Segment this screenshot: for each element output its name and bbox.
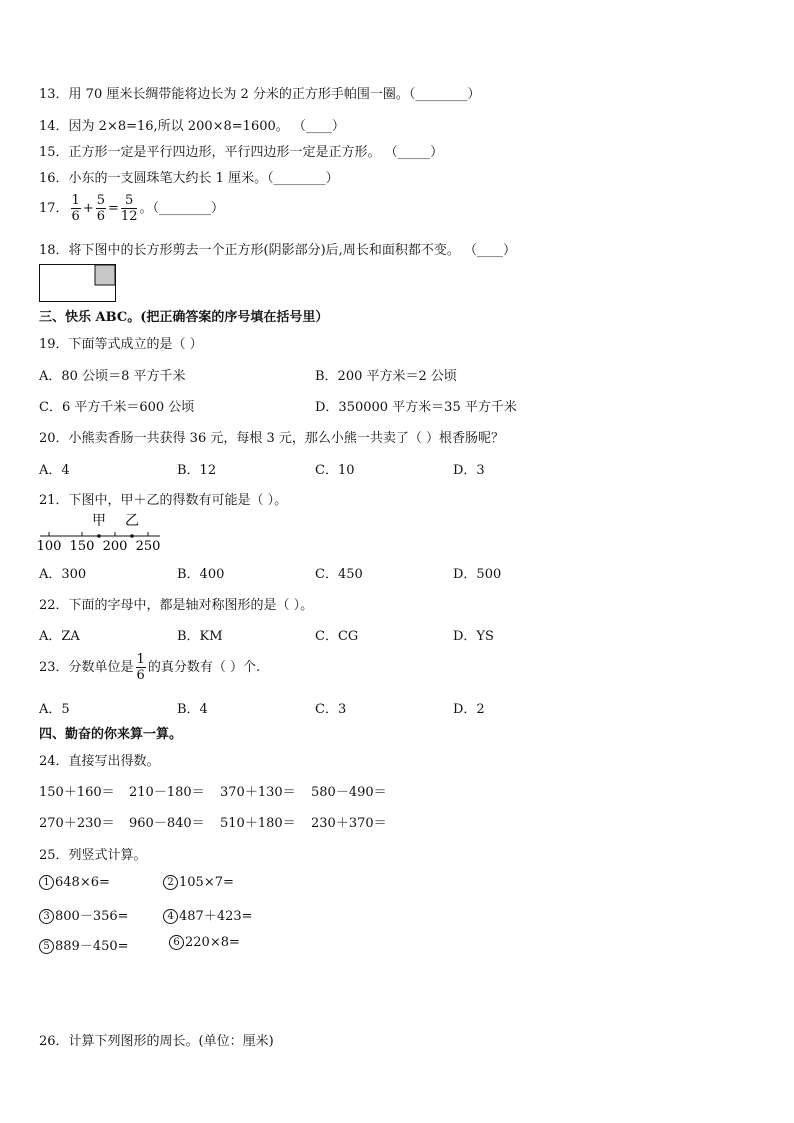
- calc-item: 230＋370＝: [311, 816, 387, 831]
- question-23: [39, 652, 260, 683]
- q17-prefix: 17．: [39, 201, 69, 216]
- question-19: 19．下面等式成立的是（ ）: [39, 337, 203, 352]
- circled-number: 3: [39, 909, 54, 924]
- q21-option-b: B．400: [177, 567, 225, 582]
- q22-option-b: B．KM: [177, 629, 223, 644]
- circled-number: 5: [39, 939, 54, 954]
- q22-option-c: C．CG: [315, 629, 359, 644]
- calc-item: 270＋230＝: [39, 816, 115, 831]
- q23-option-c: C．3: [315, 702, 347, 717]
- vertical-calc-item: 5 889－450=: [39, 935, 129, 954]
- question-20: 20．小熊卖香肠一共获得 36 元，每根 3 元，那么小熊一共卖了（ ）根香肠呢？: [39, 431, 505, 446]
- question-21: 21．下图中，甲＋乙的得数有可能是（ ）。: [39, 493, 288, 508]
- vertical-calc-item: 4 487＋423=: [163, 905, 253, 924]
- vertical-calc-item: 3 800－356=: [39, 905, 129, 924]
- question-26: 26．计算下列图形的周长。(单位：厘米): [39, 1034, 274, 1049]
- q20-option-d: D．3: [453, 463, 485, 478]
- label-yi: 乙: [125, 513, 139, 529]
- fraction-5-12: $\frac{5}{12}$: [120, 193, 138, 224]
- calc-item: 150＋160＝: [39, 785, 115, 800]
- plus-sign: +: [82, 201, 94, 216]
- section-4-title: 四、勤奋的你来算一算。: [39, 727, 183, 742]
- question-16: 16．小东的一支圆珠笔大约长 1 厘米。（________）: [39, 171, 339, 186]
- question-15: 15．正方形一定是平行四边形，平行四边形一定是正方形。 （_____）: [39, 145, 444, 160]
- fraction-5-6: $\frac{5}{6}$: [96, 193, 106, 224]
- q21-option-a: A．300: [39, 567, 87, 582]
- q23-stem-before: 23．分数单位是: [39, 660, 134, 675]
- q23-option-b: B．4: [177, 702, 208, 717]
- vertical-calc-item: 1 648×6=: [39, 875, 110, 890]
- q19-option-b: B．200 平方米＝2 公顷: [315, 369, 457, 384]
- calc-item: 510＋180＝: [220, 816, 296, 831]
- calc-item: 370＋130＝: [220, 785, 296, 800]
- calc-item: 210－180＝: [129, 785, 205, 800]
- fraction-1-6: $\frac{1}{6}$: [71, 193, 80, 224]
- calc-item: 960－840＝: [129, 816, 205, 831]
- q20-option-a: A．4: [39, 463, 70, 478]
- q19-option-c: C．6 平方千米＝600 公顷: [39, 400, 195, 415]
- circled-number: 1: [39, 875, 54, 890]
- vertical-calc-item: 6 220×8=: [169, 935, 240, 950]
- tick-label-100: 100: [36, 539, 62, 554]
- rectangle-figure: [39, 264, 117, 304]
- circled-number: 4: [163, 909, 178, 924]
- vertical-calc-item: 2 105×7=: [163, 875, 234, 890]
- number-line: [36, 510, 166, 554]
- section-3-title: 三、快乐 ABC。(把正确答案的序号填在括号里）: [39, 310, 329, 325]
- question-24: 24．直接写出得数。: [39, 754, 160, 769]
- point-yi: [130, 534, 134, 538]
- circled-number: 2: [163, 875, 178, 890]
- q23-option-a: A．5: [39, 702, 70, 717]
- q21-option-d: D．500: [453, 567, 502, 582]
- shaded-square: [95, 265, 115, 285]
- fraction-1-6: $\frac{1}{6}$: [136, 652, 145, 683]
- question-14: 14．因为 2×8=16,所以 200×8=1600。 （____）: [39, 119, 345, 134]
- q17-suffix: 。（________）: [139, 201, 224, 216]
- q19-option-a: A．80 公顷＝8 平方千米: [39, 369, 186, 384]
- q20-option-b: B．12: [177, 463, 217, 478]
- question-25: 25．列竖式计算。: [39, 848, 147, 863]
- tick-label-150: 150: [69, 539, 95, 554]
- q21-option-c: C．450: [315, 567, 363, 582]
- q23-option-d: D．2: [453, 702, 485, 717]
- calc-item: 580－490＝: [311, 785, 387, 800]
- question-13: 13．用 70 厘米长绸带能将边长为 2 分米的正方形手帕围一圈。（________）: [39, 87, 481, 102]
- q20-option-c: C．10: [315, 463, 355, 478]
- q19-option-d: D．350000 平方米＝35 平方千米: [315, 400, 517, 415]
- q23-stem-after: 的真分数有（ ）个.: [147, 660, 261, 675]
- q22-option-a: A．ZA: [39, 629, 80, 644]
- question-22: 22．下面的字母中，都是轴对称图形的是（ ）。: [39, 598, 314, 613]
- equals-sign: =: [108, 201, 119, 216]
- tick-label-200: 200: [102, 539, 128, 554]
- tick-label-250: 250: [135, 539, 161, 554]
- q22-option-d: D．YS: [453, 629, 494, 644]
- circled-number: 6: [169, 935, 184, 950]
- label-jia: 甲: [92, 513, 106, 529]
- question-18: 18．将下图中的长方形剪去一个正方形(阴影部分)后,周长和面积都不变。 （____）: [39, 243, 516, 258]
- point-jia: [97, 534, 101, 538]
- question-17: [39, 193, 224, 224]
